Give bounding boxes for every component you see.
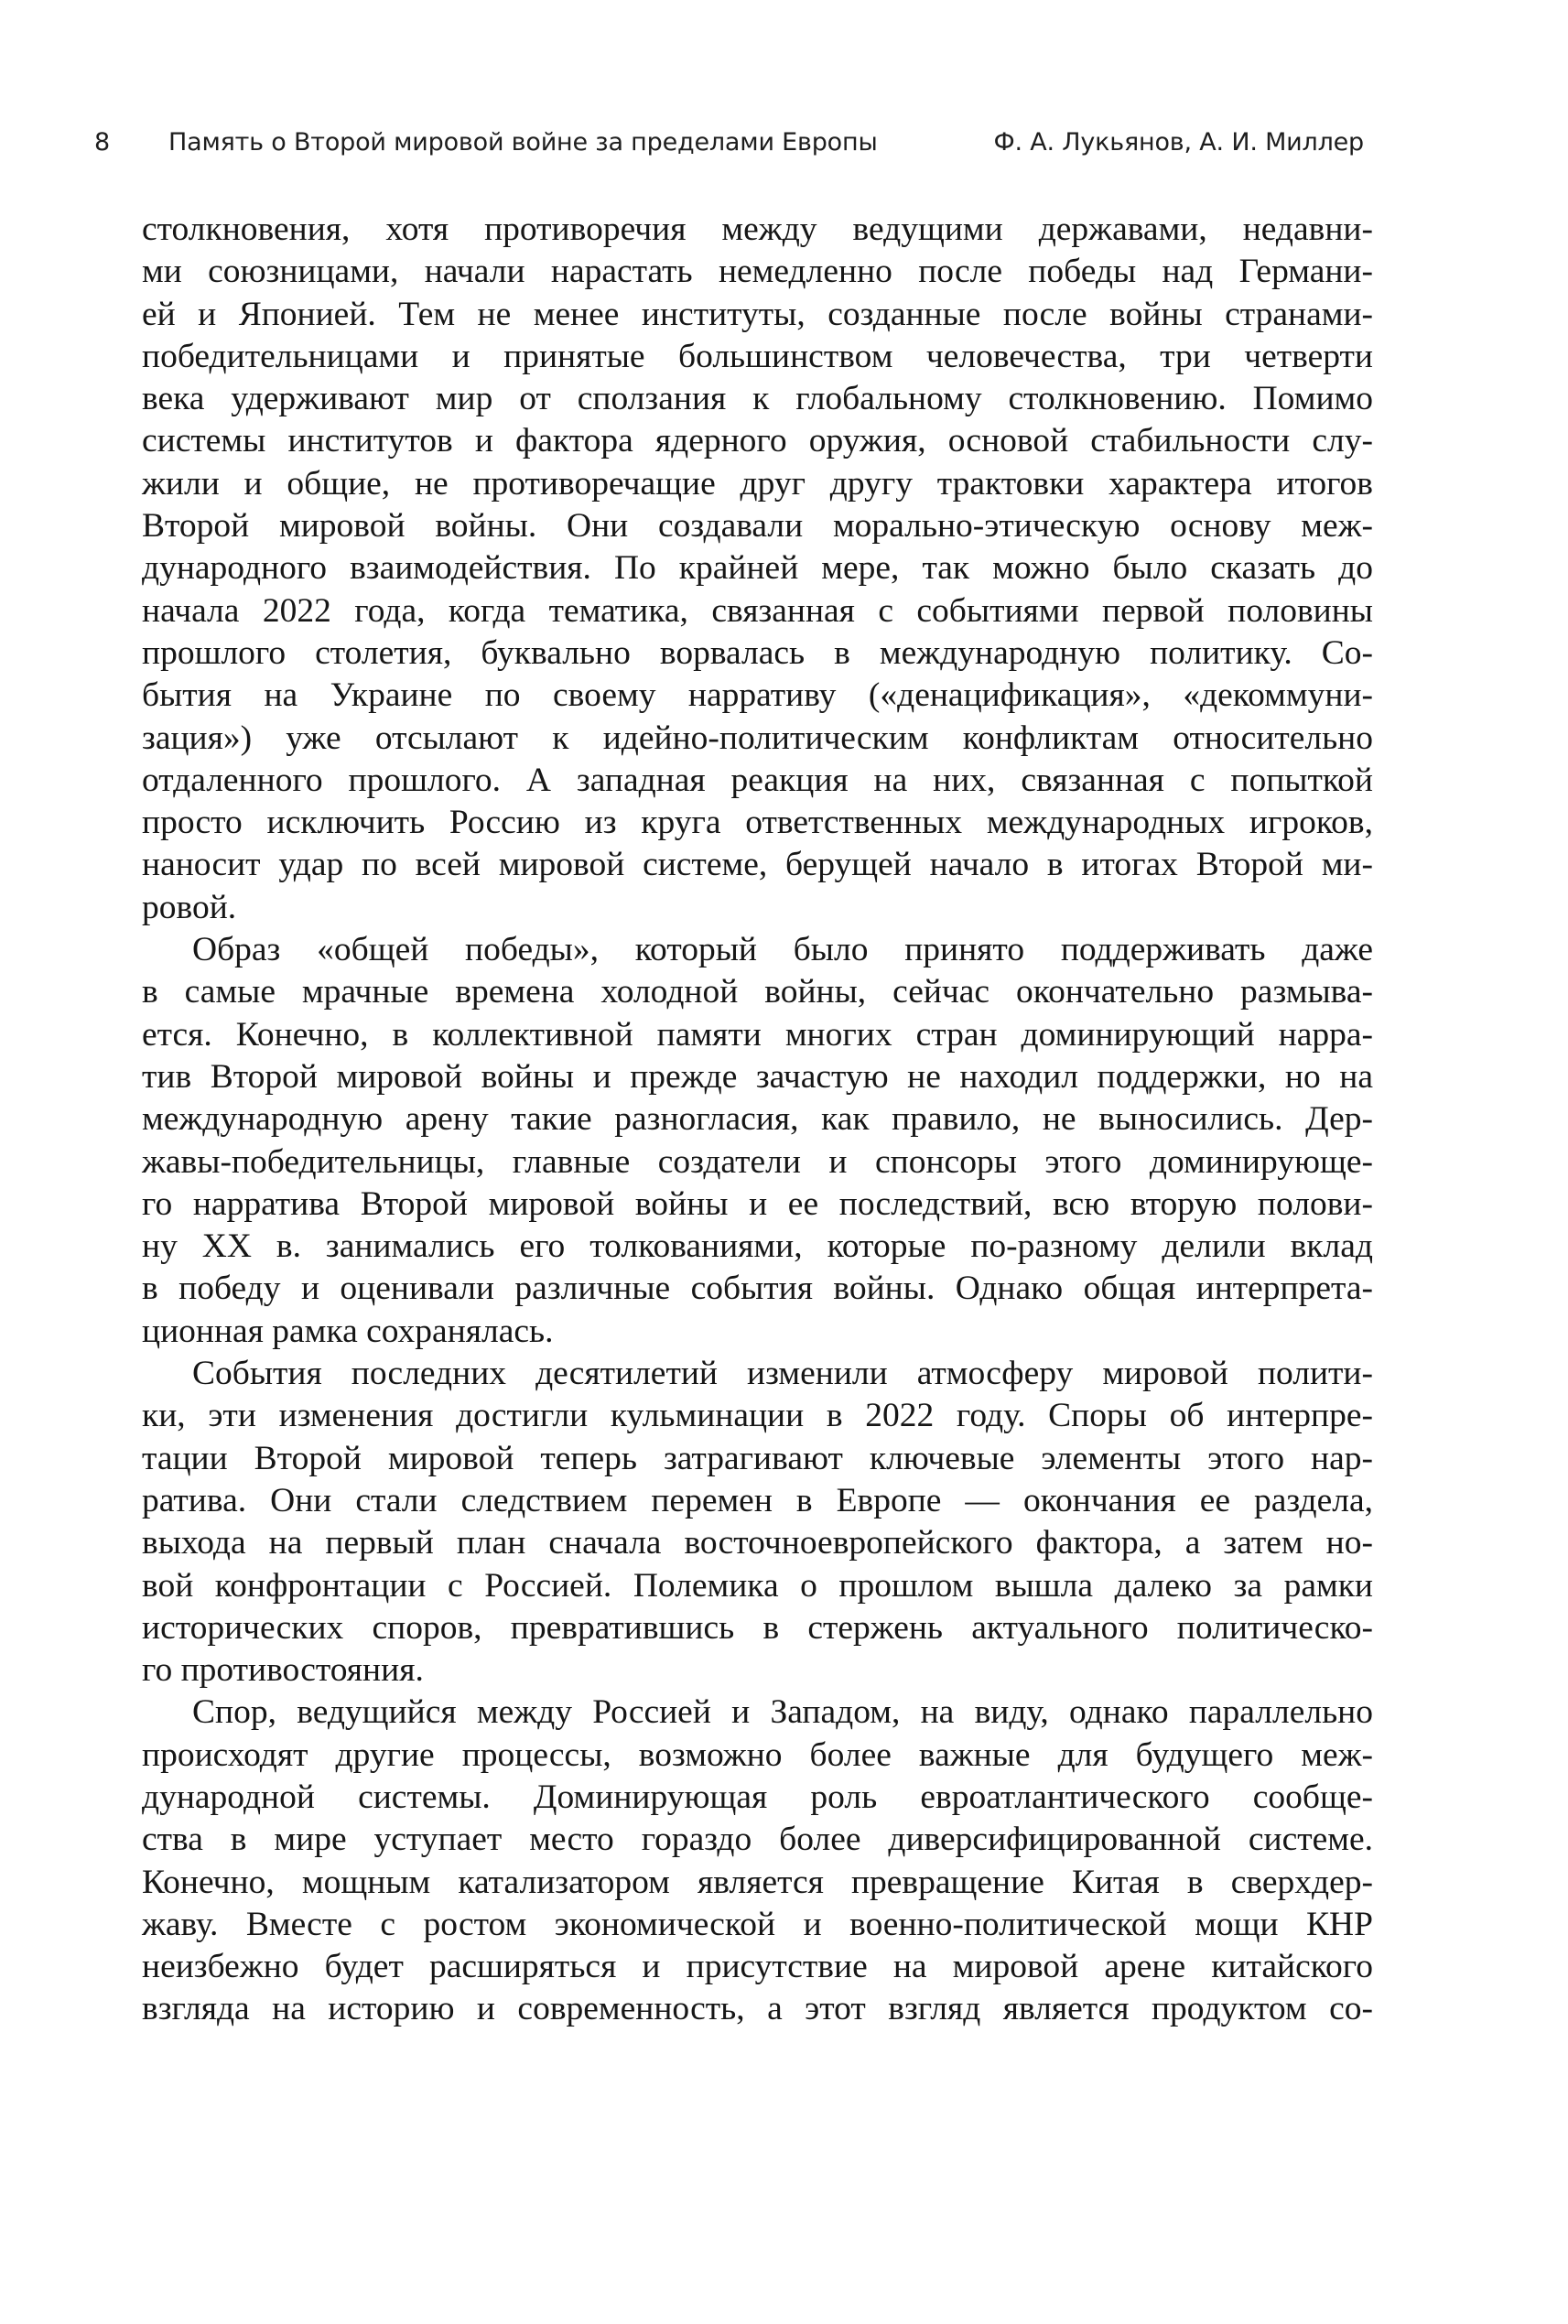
text-line: вой конфронтации с Россией. Полемика о прошлом вышла далеко за рамки	[142, 1566, 1373, 1605]
paragraph	[142, 1692, 1373, 2030]
text-line: исторических споров, превратившись в стержень актуального политическо-	[142, 1608, 1373, 1647]
text-line: наносит удар по всей мировой системе, берущей начало в итогах Второй ми-	[142, 846, 1373, 884]
text-line: жавы-победительницы, главные создатели и спонсоры этого доминирующе-	[142, 1142, 1373, 1181]
text-line: События последних десятилетий изменили атмосферу мировой полити-	[192, 1355, 1373, 1393]
text-line: ратива. Они стали следствием перемен в Европе — окончания ее раздела,	[142, 1481, 1373, 1519]
text-line: прошлого столетия, буквально ворвалась в международную политику. Со-	[142, 633, 1373, 672]
text-line: ционная рамка сохранялась.	[142, 1312, 554, 1350]
text-line: выхода на первый план сначала восточноевропейского фактора, а затем но-	[142, 1524, 1373, 1562]
book-title: Память о Второй мировой войне за пределами Европы	[168, 128, 878, 157]
text-line: взгляда на историю и современность, а этот взгляд является продуктом со-	[142, 1990, 1373, 2028]
text-line: века удерживают мир от сползания к глобальному столкновению. Помимо	[142, 380, 1373, 418]
text-line: дународной системы. Доминирующая роль евроатлантического сообще-	[142, 1778, 1373, 1816]
text-line: начала 2022 года, когда тематика, связанная с событиями первой половины	[142, 591, 1373, 630]
text-line: дународного взаимодействия. По крайней мере, так можно было сказать до	[142, 549, 1373, 588]
text-line: Образ «общей победы», который было принято поддерживать даже	[192, 931, 1373, 969]
text-line: победительницами и принятые большинством человечества, три четверти	[142, 337, 1373, 375]
text-line: в победу и оценивали различные события войны. Однако общая интерпрета-	[142, 1270, 1373, 1308]
text-line: тив Второй мировой войны и прежде зачастую не находил поддержки, но на	[142, 1057, 1373, 1096]
text-line: Спор, ведущийся между Россией и Западом, на виду, однако параллельно	[192, 1693, 1373, 1732]
text-line: международную арену такие разногласия, как правило, не выносились. Дер-	[142, 1100, 1373, 1139]
paragraph	[142, 1353, 1373, 1692]
text-line: бытия на Украине по своему нарративу («денацификация», «декоммуни-	[142, 676, 1373, 715]
body-text	[142, 209, 1373, 2031]
text-line: Второй мировой войны. Они создавали морально-этическую основу меж-	[142, 507, 1373, 546]
text-line: ей и Японией. Тем не менее институты, созданные после войны странами-	[142, 295, 1373, 333]
paragraph	[142, 209, 1373, 929]
text-line: Конечно, мощным катализатором является превращение Китая в сверхдер-	[142, 1863, 1373, 1901]
text-line: неизбежно будет расширяться и присутствие на мировой арене китайского	[142, 1948, 1373, 1986]
text-line: ства в мире уступает место гораздо более диверсифицированной системе.	[142, 1821, 1373, 1859]
text-line: ми союзницами, начали нарастать немедленно после победы над Германи-	[142, 253, 1373, 291]
text-line: отдаленного прошлого. А западная реакция на них, связанная с попыткой	[142, 761, 1373, 799]
text-line: ровой.	[142, 888, 237, 926]
text-line: происходят другие процессы, возможно более важные для будущего меж-	[142, 1735, 1373, 1774]
paragraph	[142, 929, 1373, 1353]
text-line: жили и общие, не противоречащие друг другу трактовки характера итогов	[142, 464, 1373, 503]
text-line: тации Второй мировой теперь затрагивают ключевые элементы этого нар-	[142, 1439, 1373, 1477]
running-header	[0, 128, 1568, 174]
text-line: зация») уже отсылают к идейно-политическим конфликтам относительно	[142, 719, 1373, 757]
authors: Ф. А. Лукьянов, А. И. Миллер	[993, 128, 1364, 157]
text-line: го нарратива Второй мировой войны и ее последствий, всю вторую полови-	[142, 1184, 1373, 1223]
text-line: в самые мрачные времена холодной войны, сейчас окончательно размыва-	[142, 973, 1373, 1011]
text-line: ну XX в. занимались его толкованиями, которые по-разному делили вклад	[142, 1227, 1373, 1266]
text-line: системы институтов и фактора ядерного оружия, основой стабильности слу-	[142, 422, 1373, 460]
text-line: столкновения, хотя противоречия между ведущими державами, недавни-	[142, 211, 1373, 248]
text-line: жаву. Вместе с ростом экономической и военно-политической мощи КНР	[142, 1905, 1373, 1943]
text-line: го противостояния.	[142, 1651, 424, 1690]
text-line: ется. Конечно, в коллективной памяти многих стран доминирующий нарра-	[142, 1015, 1373, 1054]
text-line: ки, эти изменения достигли кульминации в 2022 году. Споры об интерпре-	[142, 1397, 1373, 1435]
page-number: 8	[94, 128, 110, 157]
text-line: просто исключить Россию из круга ответственных международных игроков,	[142, 804, 1373, 842]
